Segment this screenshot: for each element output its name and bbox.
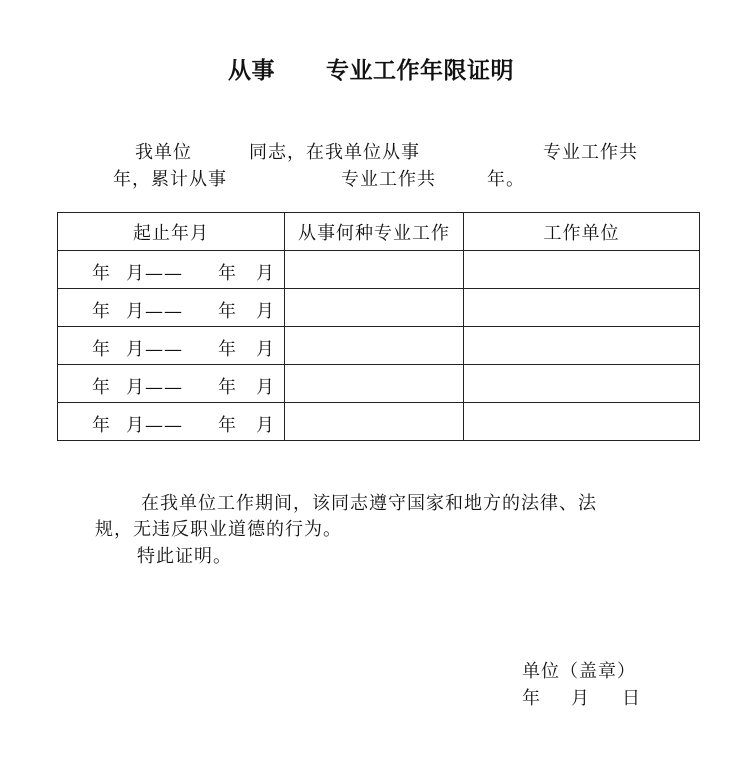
header-period: 起止年月	[58, 213, 285, 251]
signature-day: 日	[622, 688, 641, 709]
period-cell	[58, 365, 285, 403]
signature-unit-seal: 单位（盖章）	[522, 661, 636, 682]
employer-cell[interactable]	[464, 251, 700, 289]
start-year: 年	[92, 377, 111, 398]
title-prefix: 从事	[228, 58, 275, 84]
employer-cell[interactable]	[464, 327, 700, 365]
statement-line-1: 在我单位工作期间，该同志遵守国家和地方的法律、法	[141, 493, 597, 514]
table-row	[58, 365, 700, 403]
employer-cell[interactable]	[464, 403, 700, 441]
start-month: 月——	[126, 263, 183, 284]
end-year: 年	[218, 301, 237, 322]
intro-specialty-total: 专业工作共	[543, 142, 638, 163]
intro-comrade-text: 同志，在我单位从事	[249, 142, 420, 163]
end-month: 月	[256, 377, 275, 398]
period-cell	[58, 327, 285, 365]
signature-year: 年	[522, 688, 541, 709]
end-year: 年	[218, 339, 237, 360]
start-year: 年	[92, 339, 111, 360]
table-row	[58, 289, 700, 327]
table-header-row	[58, 213, 700, 251]
specialty-cell[interactable]	[285, 327, 464, 365]
start-month: 月——	[126, 377, 183, 398]
start-month: 月——	[126, 415, 183, 436]
end-month: 月	[256, 339, 275, 360]
start-year: 年	[92, 301, 111, 322]
end-month: 月	[256, 301, 275, 322]
end-year: 年	[218, 377, 237, 398]
work-history-table	[57, 212, 700, 441]
specialty-cell[interactable]	[285, 289, 464, 327]
start-month: 月——	[126, 301, 183, 322]
start-year: 年	[92, 415, 111, 436]
statement-line-3: 特此证明。	[137, 546, 232, 567]
table-row	[58, 327, 700, 365]
header-employer: 工作单位	[464, 213, 700, 251]
statement-line-2: 规，无违反职业道德的行为。	[95, 519, 342, 540]
intro-unit-label: 我单位	[135, 142, 192, 163]
signature-month: 月	[571, 688, 590, 709]
end-month: 月	[256, 415, 275, 436]
specialty-cell[interactable]	[285, 403, 464, 441]
intro-years-end: 年。	[487, 169, 525, 190]
period-cell	[58, 251, 285, 289]
start-year: 年	[92, 263, 111, 284]
table-row	[58, 251, 700, 289]
period-cell	[58, 289, 285, 327]
intro-years-cumulative: 年，累计从事	[113, 169, 227, 190]
employer-cell[interactable]	[464, 289, 700, 327]
start-month: 月——	[126, 339, 183, 360]
header-specialty: 从事何种专业工作	[285, 213, 464, 251]
end-year: 年	[218, 263, 237, 284]
intro-specialty-total-2: 专业工作共	[341, 169, 436, 190]
period-cell	[58, 403, 285, 441]
page-title: 专业工作年限证明	[326, 58, 514, 84]
specialty-cell[interactable]	[285, 251, 464, 289]
table-row	[58, 403, 700, 441]
end-month: 月	[256, 263, 275, 284]
employer-cell[interactable]	[464, 365, 700, 403]
end-year: 年	[218, 415, 237, 436]
specialty-cell[interactable]	[285, 365, 464, 403]
